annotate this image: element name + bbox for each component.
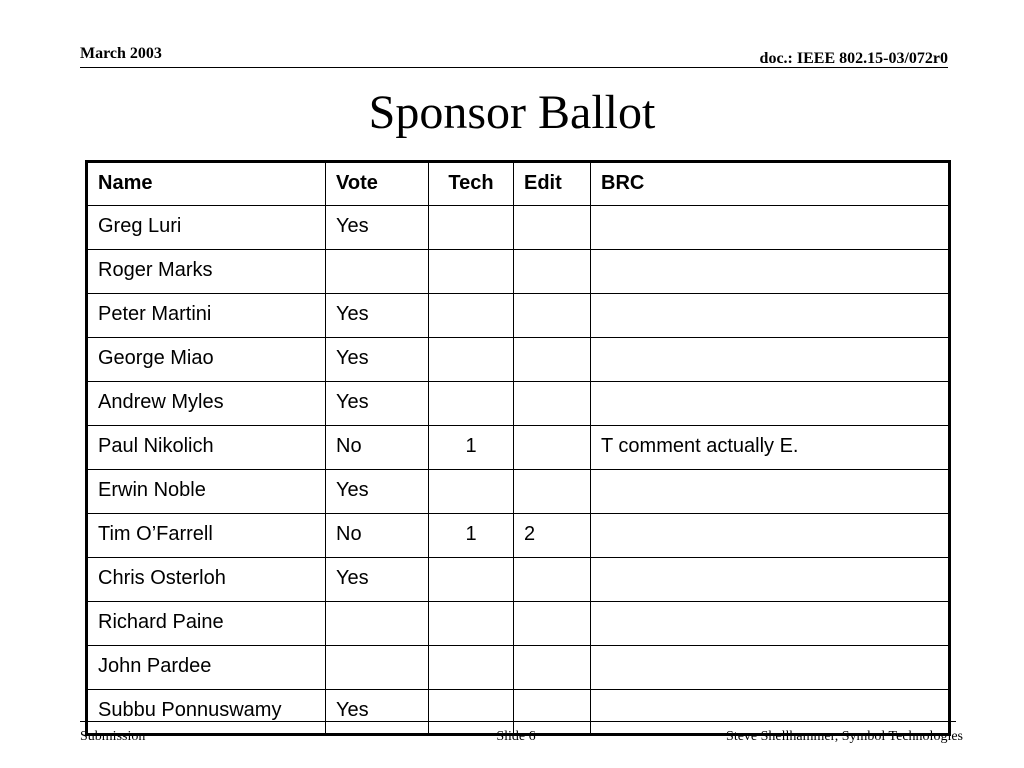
cell-brc bbox=[591, 206, 950, 250]
cell-tech: 1 bbox=[429, 426, 514, 470]
cell-brc bbox=[591, 382, 950, 426]
cell-edit bbox=[514, 646, 591, 690]
cell-edit: 2 bbox=[514, 514, 591, 558]
table-row bbox=[87, 294, 950, 338]
table-header-row bbox=[87, 162, 950, 206]
cell-edit bbox=[514, 382, 591, 426]
ballot-table bbox=[85, 160, 951, 736]
table-row bbox=[87, 338, 950, 382]
cell-brc bbox=[591, 646, 950, 690]
cell-vote bbox=[326, 250, 429, 294]
cell-vote bbox=[326, 646, 429, 690]
cell-brc bbox=[591, 294, 950, 338]
footer-slide-number: Slide 6 bbox=[496, 729, 536, 744]
cell-brc bbox=[591, 338, 950, 382]
cell-edit bbox=[514, 558, 591, 602]
cell-tech bbox=[429, 558, 514, 602]
column-header-tech: Tech bbox=[429, 162, 514, 206]
column-header-name: Name bbox=[87, 162, 326, 206]
cell-name: Subbu Ponnuswamy bbox=[87, 690, 326, 735]
cell-tech bbox=[429, 602, 514, 646]
cell-edit bbox=[514, 294, 591, 338]
column-header-vote: Vote bbox=[326, 162, 429, 206]
cell-tech bbox=[429, 250, 514, 294]
cell-vote: Yes bbox=[326, 558, 429, 602]
cell-vote bbox=[326, 602, 429, 646]
cell-name: Greg Luri bbox=[87, 206, 326, 250]
table-row bbox=[87, 426, 950, 470]
column-header-edit: Edit bbox=[514, 162, 591, 206]
cell-edit bbox=[514, 338, 591, 382]
cell-vote: Yes bbox=[326, 382, 429, 426]
cell-edit bbox=[514, 206, 591, 250]
header-divider bbox=[80, 67, 948, 68]
slide-title: Sponsor Ballot bbox=[368, 86, 656, 139]
cell-brc bbox=[591, 558, 950, 602]
cell-tech bbox=[429, 646, 514, 690]
cell-edit bbox=[514, 426, 591, 470]
cell-vote: Yes bbox=[326, 206, 429, 250]
cell-name: Andrew Myles bbox=[87, 382, 326, 426]
cell-name: Chris Osterloh bbox=[87, 558, 326, 602]
cell-edit bbox=[514, 250, 591, 294]
column-header-brc: BRC bbox=[591, 162, 950, 206]
cell-name: Richard Paine bbox=[87, 602, 326, 646]
cell-tech bbox=[429, 294, 514, 338]
cell-brc bbox=[591, 470, 950, 514]
cell-tech bbox=[429, 382, 514, 426]
cell-edit bbox=[514, 602, 591, 646]
table-row bbox=[87, 602, 950, 646]
cell-tech bbox=[429, 206, 514, 250]
cell-vote: No bbox=[326, 514, 429, 558]
cell-vote: Yes bbox=[326, 294, 429, 338]
cell-tech bbox=[429, 470, 514, 514]
cell-name: Peter Martini bbox=[87, 294, 326, 338]
cell-brc bbox=[591, 250, 950, 294]
cell-vote: Yes bbox=[326, 690, 429, 735]
footer-submission: Submission bbox=[80, 729, 146, 744]
footer-author: Steve Shellhammer, Symbol Technologies bbox=[726, 729, 963, 744]
footer-divider bbox=[80, 721, 956, 722]
cell-vote: Yes bbox=[326, 470, 429, 514]
table-row bbox=[87, 206, 950, 250]
cell-name: Roger Marks bbox=[87, 250, 326, 294]
table-row bbox=[87, 382, 950, 426]
cell-vote: No bbox=[326, 426, 429, 470]
cell-tech: 1 bbox=[429, 514, 514, 558]
cell-brc bbox=[591, 602, 950, 646]
header-date: March 2003 bbox=[80, 45, 162, 62]
cell-name: Tim O’Farrell bbox=[87, 514, 326, 558]
header-doc-id: doc.: IEEE 802.15-03/072r0 bbox=[759, 50, 948, 67]
cell-name: John Pardee bbox=[87, 646, 326, 690]
cell-tech bbox=[429, 338, 514, 382]
table-row bbox=[87, 250, 950, 294]
cell-name: George Miao bbox=[87, 338, 326, 382]
table-row bbox=[87, 514, 950, 558]
table-row bbox=[87, 558, 950, 602]
cell-brc bbox=[591, 514, 950, 558]
cell-vote: Yes bbox=[326, 338, 429, 382]
cell-edit bbox=[514, 470, 591, 514]
table-row bbox=[87, 646, 950, 690]
cell-name: Paul Nikolich bbox=[87, 426, 326, 470]
cell-brc: T comment actually E. bbox=[591, 426, 950, 470]
table-row bbox=[87, 470, 950, 514]
cell-name: Erwin Noble bbox=[87, 470, 326, 514]
